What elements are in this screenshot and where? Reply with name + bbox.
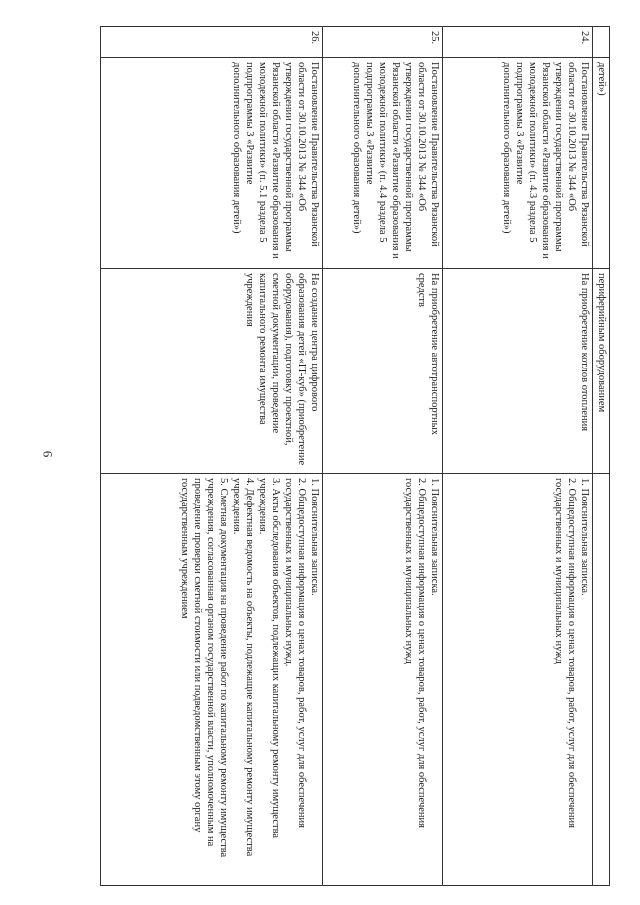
num-cell: 26. <box>101 27 323 58</box>
rotated-table-wrapper <box>100 26 610 886</box>
table-row <box>101 27 323 886</box>
documents-cell: 1. Пояснительная записка. 2. Общедоступная информация о ценах товаров, работ, услуг для обеспечения государственных и муниципальных нужд <box>443 474 593 886</box>
num-cell <box>593 27 610 58</box>
document-cell: Постановление Правительства Рязанской области от 30.10.2013 № 344 «Об утверждении государственной программы Рязанской области «Развитие образования и молодежной политики» (п. 4.4 раздела 5 подпрограммы 3 «Развитие дополнительного образования детей») <box>323 58 443 269</box>
page-number: 6 <box>40 450 56 458</box>
documents-cell: 1. Пояснительная записка. 2. Общедоступная информация о ценах товаров, работ, услуг для обеспечения государственных и муниципальных нужд. 3. Акты обследования объектов, подлежащих капитальному ремонту имущества учреждения. 4. Дефектная ведомость на объекты, подлежащие капитальному ремонту имущества учреждения. 5. Сметная документация на проведение работ по капитальному ремонту имущества учреждения, согласованная органом государственной власти, уполномоченным на проведение проверки сметной стоимости или подведомственным этому органу государственным учреждением <box>101 474 323 886</box>
purpose-cell: На приобретение автотранспортных средств <box>323 269 443 474</box>
table-row <box>323 27 443 886</box>
document-cell: Постановление Правительства Рязанской области от 30.10.2013 № 344 «Об утверждении государственной программы Рязанской области «Развитие образования и молодежной политики» (п. 4.3 раздела 5 подпрограммы 3 «Развитие дополнительного образования детей») <box>443 58 593 269</box>
num-cell: 24. <box>443 27 593 58</box>
purpose-cell: периферийным оборудованием <box>593 269 610 474</box>
purpose-cell: На создание центра цифрового образования детей «IT-куб» (приобретение оборудования), подготовку проектной, сметной документации, проведение капитального ремонта имущества учреждения <box>101 269 323 474</box>
documents-cell <box>593 474 610 886</box>
documents-cell: 1. Пояснительная записка. 2. Общедоступная информация о ценах товаров, работ, услуг для обеспечения государственных и муниципальных нужд <box>323 474 443 886</box>
purpose-cell: На приобретение котлов отопления <box>443 269 593 474</box>
document-cell: Постановление Правительства Рязанской области от 30.10.2013 № 344 «Об утверждении государственной программы Рязанской области «Развитие образования и молодежной политики» (п. 5.1 раздела 5 подпрограммы 3 «Развитие дополнительного образования детей») <box>101 58 323 269</box>
subsidy-table <box>100 26 610 886</box>
document-cell: детей») <box>593 58 610 269</box>
num-cell: 25. <box>323 27 443 58</box>
table-row <box>593 27 610 886</box>
table-row <box>443 27 593 886</box>
